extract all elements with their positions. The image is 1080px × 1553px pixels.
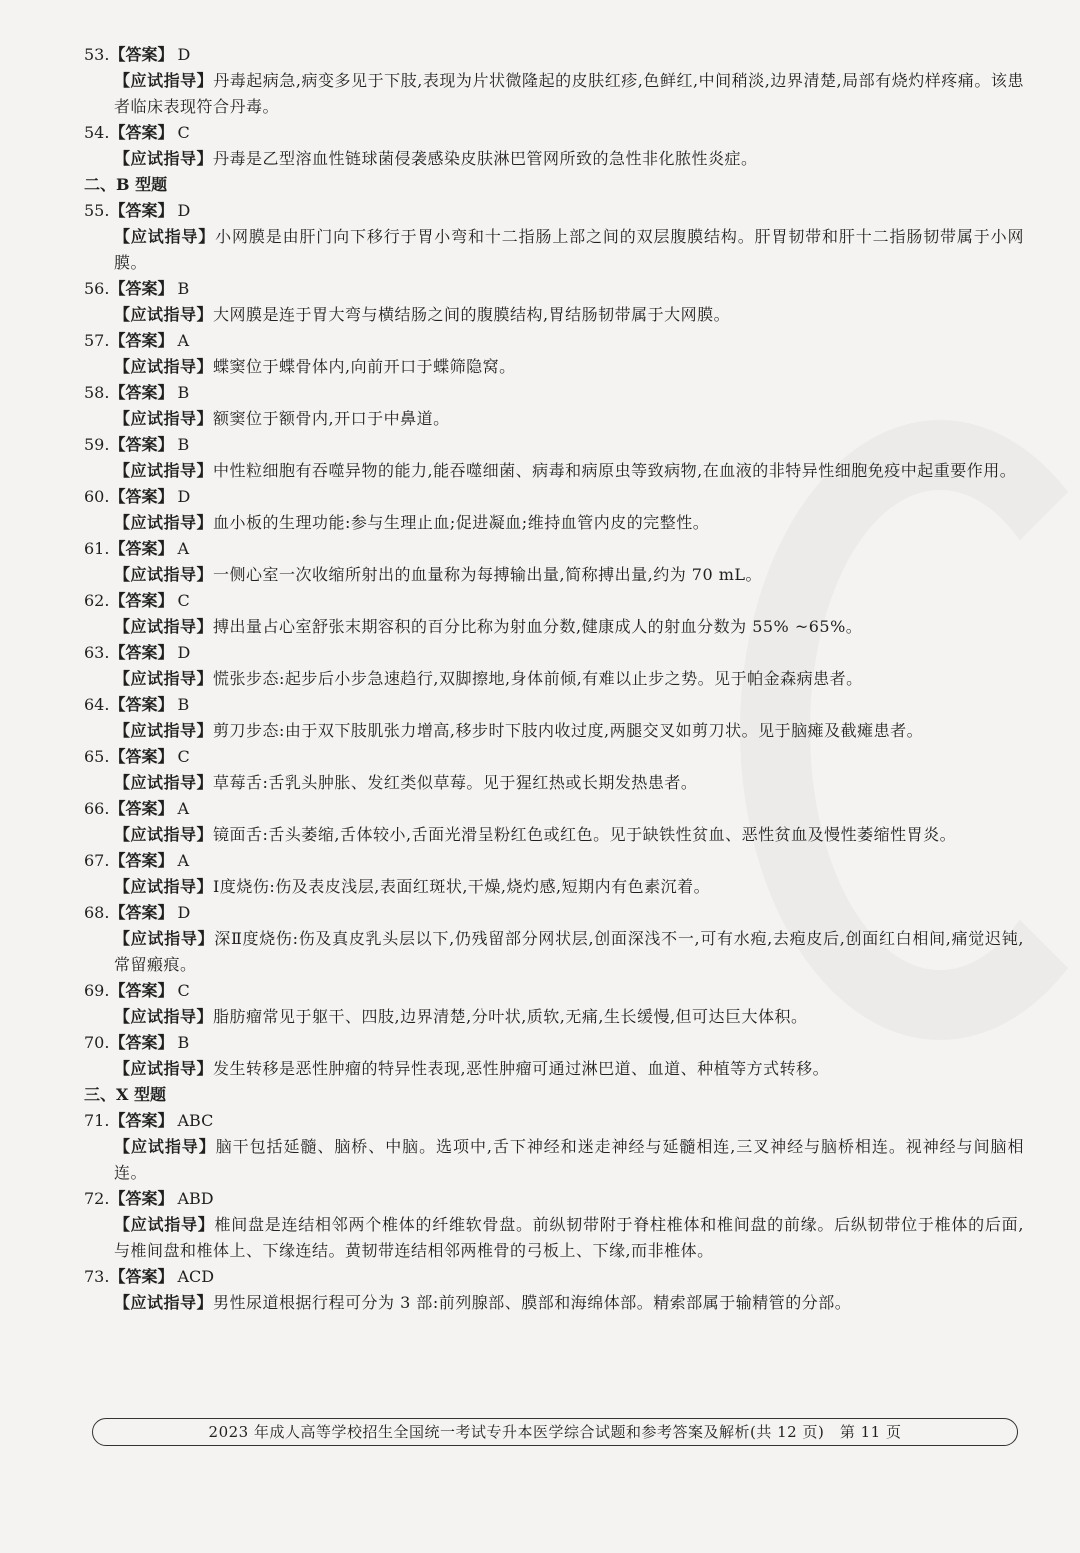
answer-line [84,1108,1024,1134]
question-number: 73. [84,1267,110,1286]
answer-value: B [177,279,190,298]
answer-label: 【答案】 [109,1033,174,1052]
item-62 [84,588,1024,640]
guide-paragraph [84,718,1024,744]
guide-text: 镜面舌:舌头萎缩,舌体较小,舌面光滑呈粉红色或红色。见于缺铁性贫血、恶性贫血及慢性萎缩性胃炎。 [213,825,957,844]
answer-label: 【答案】 [109,747,174,766]
answer-line [84,120,1024,146]
answer-label: 【答案】 [109,331,174,350]
item-58 [84,380,1024,432]
question-number: 54. [84,123,110,142]
guide-text: 大网膜是连于胃大弯与横结肠之间的腹膜结构,胃结肠韧带属于大网膜。 [213,305,731,324]
answer-line [84,432,1024,458]
question-number: 55. [84,201,110,220]
guide-label: 【应试指导】 [114,929,215,948]
guide-label: 【应试指导】 [114,227,216,246]
answer-line [84,1186,1024,1212]
answer-value: C [177,981,190,1000]
guide-text: 慌张步态:起步后小步急速趋行,双脚擦地,身体前倾,有难以止步之势。见于帕金森病患者。 [213,669,863,688]
guide-paragraph [84,510,1024,536]
guide-text: 深Ⅱ度烧伤:伤及真皮乳头层以下,仍残留部分网状层,创面深浅不一,可有水疱,去疱皮后,创面红白相间,痛觉迟钝,常留瘢痕。 [114,929,1024,974]
answer-line [84,380,1024,406]
answer-line [84,848,1024,874]
guide-paragraph [84,562,1024,588]
answer-line [84,328,1024,354]
guide-label: 【应试指导】 [114,565,214,584]
answer-label: 【答案】 [109,1267,174,1286]
question-number: 56. [84,279,110,298]
item-69 [84,978,1024,1030]
item-72 [84,1186,1024,1264]
answer-line [84,198,1024,224]
question-number: 70. [84,1033,110,1052]
guide-paragraph [84,302,1024,328]
answer-value: A [177,799,190,818]
answer-line [84,744,1024,770]
answer-value: B [177,1033,190,1052]
answer-label: 【答案】 [109,383,174,402]
guide-paragraph [84,614,1024,640]
guide-label: 【应试指导】 [114,149,214,168]
guide-paragraph [84,224,1024,276]
guide-paragraph [84,1056,1024,1082]
guide-text: 血小板的生理功能:参与生理止血;促进凝血;维持血管内皮的完整性。 [213,513,710,532]
item-70 [84,1030,1024,1082]
item-63 [84,640,1024,692]
answer-value: D [177,487,191,506]
guide-paragraph [84,1290,1024,1316]
guide-paragraph [84,1004,1024,1030]
guide-text: 男性尿道根据行程可分为 3 部:前列腺部、膜部和海绵体部。精索部属于输精管的分部。 [213,1293,852,1312]
question-number: 62. [84,591,110,610]
answer-line [84,900,1024,926]
answer-label: 【答案】 [109,695,174,714]
guide-label: 【应试指导】 [114,513,214,532]
answer-label: 【答案】 [109,851,174,870]
question-number: 57. [84,331,110,350]
guide-label: 【应试指导】 [114,877,214,896]
answer-line [84,640,1024,666]
answer-value: ABD [177,1189,214,1208]
guide-paragraph [84,1212,1024,1264]
guide-label: 【应试指导】 [114,773,214,792]
answer-label: 【答案】 [109,799,174,818]
guide-label: 【应试指导】 [114,721,214,740]
answer-value: D [177,201,191,220]
item-53 [84,42,1024,120]
answer-value: D [177,45,191,64]
guide-label: 【应试指导】 [114,1007,214,1026]
question-number: 61. [84,539,110,558]
guide-label: 【应试指导】 [114,71,214,90]
question-number: 53. [84,45,110,64]
answer-label: 【答案】 [109,903,174,922]
answer-value: ACD [177,1267,215,1286]
answer-value: A [177,851,190,870]
guide-text: 脑干包括延髓、脑桥、中脑。选项中,舌下神经和迷走神经与延髓相连,三叉神经与脑桥相连。视神经与间脑相连。 [114,1137,1024,1182]
question-number: 71. [84,1111,110,1130]
answer-label: 【答案】 [109,981,174,1000]
guide-text: 中性粒细胞有吞噬异物的能力,能吞噬细菌、病毒和病原虫等致病物,在血液的非特异性细胞免疫中起重要作用。 [213,461,1017,480]
answer-line [84,42,1024,68]
page-footer: 2023 年成人高等学校招生全国统一考试专升本医学综合试题和参考答案及解析(共 12 页) 第 11 页 [92,1418,1018,1446]
item-73 [84,1264,1024,1316]
answer-label: 【答案】 [109,1111,174,1130]
answer-line [84,796,1024,822]
answer-value: D [177,903,191,922]
guide-label: 【应试指导】 [114,1059,214,1078]
answer-label: 【答案】 [109,1189,174,1208]
guide-paragraph [84,666,1024,692]
question-number: 65. [84,747,110,766]
guide-paragraph [84,146,1024,172]
answer-line [84,1264,1024,1290]
guide-text: 草莓舌:舌乳头肿胀、发红类似草莓。见于猩红热或长期发热患者。 [213,773,698,792]
answer-value: B [177,383,190,402]
answer-label: 【答案】 [109,123,174,142]
guide-text: 小网膜是由肝门向下移行于胃小弯和十二指肠上部之间的双层腹膜结构。肝胃韧带和肝十二指肠韧带属于小网膜。 [114,227,1024,272]
answer-value: B [177,435,190,454]
answer-line [84,484,1024,510]
question-number: 67. [84,851,110,870]
guide-text: 椎间盘是连结相邻两个椎体的纤维软骨盘。前纵韧带附于脊柱椎体和椎间盘的前缘。后纵韧带位于椎体的后面,与椎间盘和椎体上、下缘连结。黄韧带连结相邻两椎骨的弓板上、下缘,而非椎体。 [114,1215,1024,1260]
question-number: 59. [84,435,110,454]
item-68 [84,900,1024,978]
guide-label: 【应试指导】 [114,305,214,324]
guide-label: 【应试指导】 [114,1293,214,1312]
question-number: 63. [84,643,110,662]
question-number: 60. [84,487,110,506]
item-59 [84,432,1024,484]
item-55 [84,198,1024,276]
answer-line [84,692,1024,718]
guide-text: 一侧心室一次收缩所射出的血量称为每搏输出量,简称搏出量,约为 70 mL。 [213,565,763,584]
guide-paragraph [84,822,1024,848]
item-57 [84,328,1024,380]
question-number: 72. [84,1189,110,1208]
question-number: 68. [84,903,110,922]
item-60 [84,484,1024,536]
guide-paragraph [84,874,1024,900]
guide-text: 搏出量占心室舒张末期容积的百分比称为射血分数,健康成人的射血分数为 55% ~65%。 [213,617,863,636]
guide-paragraph [84,458,1024,484]
answer-label: 【答案】 [109,201,174,220]
section-heading-x: 三、X 型题 [84,1085,166,1104]
answer-line [84,1030,1024,1056]
answer-line [84,276,1024,302]
guide-paragraph [84,926,1024,978]
guide-paragraph [84,354,1024,380]
answer-value: ABC [177,1111,214,1130]
item-61 [84,536,1024,588]
answer-line [84,536,1024,562]
answer-value: C [177,747,190,766]
answer-line [84,588,1024,614]
item-54 [84,120,1024,172]
guide-label: 【应试指导】 [114,461,214,480]
guide-text: Ⅰ度烧伤:伤及表皮浅层,表面红斑状,干燥,烧灼感,短期内有色素沉着。 [213,877,711,896]
section-heading-b: 二、B 型题 [84,175,168,194]
answer-page [84,42,1024,1316]
guide-text: 额窦位于额骨内,开口于中鼻道。 [213,409,450,428]
question-number: 64. [84,695,110,714]
item-67 [84,848,1024,900]
answer-label: 【答案】 [109,45,174,64]
answer-label: 【答案】 [109,643,174,662]
guide-text: 丹毒起病急,病变多见于下肢,表现为片状微隆起的皮肤红疹,色鲜红,中间稍淡,边界清楚,局部有烧灼样疼痛。该患者临床表现符合丹毒。 [114,71,1024,116]
answer-label: 【答案】 [109,539,174,558]
answer-value: A [177,331,190,350]
answer-label: 【答案】 [109,435,174,454]
guide-paragraph [84,68,1024,120]
item-71 [84,1108,1024,1186]
question-number: 69. [84,981,110,1000]
guide-paragraph [84,406,1024,432]
answer-label: 【答案】 [109,487,174,506]
guide-label: 【应试指导】 [114,669,214,688]
item-66 [84,796,1024,848]
guide-label: 【应试指导】 [114,617,214,636]
guide-label: 【应试指导】 [114,1215,215,1234]
answer-value: A [177,539,190,558]
question-number: 66. [84,799,110,818]
guide-label: 【应试指导】 [114,825,214,844]
guide-label: 【应试指导】 [114,409,214,428]
answer-value: B [177,695,190,714]
answer-label: 【答案】 [109,279,174,298]
item-65 [84,744,1024,796]
guide-text: 丹毒是乙型溶血性链球菌侵袭感染皮肤淋巴管网所致的急性非化脓性炎症。 [213,149,758,168]
guide-paragraph [84,770,1024,796]
guide-text: 剪刀步态:由于双下肢肌张力增高,移步时下肢内收过度,两腿交叉如剪刀状。见于脑瘫及截瘫患者。 [213,721,924,740]
answer-label: 【答案】 [109,591,174,610]
answer-value: D [177,643,191,662]
guide-label: 【应试指导】 [114,357,214,376]
guide-label: 【应试指导】 [114,1137,216,1156]
guide-text: 脂肪瘤常见于躯干、四肢,边界清楚,分叶状,质软,无痛,生长缓慢,但可达巨大体积。 [213,1007,808,1026]
guide-text: 蝶窦位于蝶骨体内,向前开口于蝶筛隐窝。 [213,357,516,376]
guide-text: 发生转移是恶性肿瘤的特异性表现,恶性肿瘤可通过淋巴道、血道、种植等方式转移。 [213,1059,830,1078]
question-number: 58. [84,383,110,402]
item-64 [84,692,1024,744]
item-56 [84,276,1024,328]
guide-paragraph [84,1134,1024,1186]
answer-line [84,978,1024,1004]
answer-value: C [177,591,190,610]
answer-value: C [177,123,190,142]
